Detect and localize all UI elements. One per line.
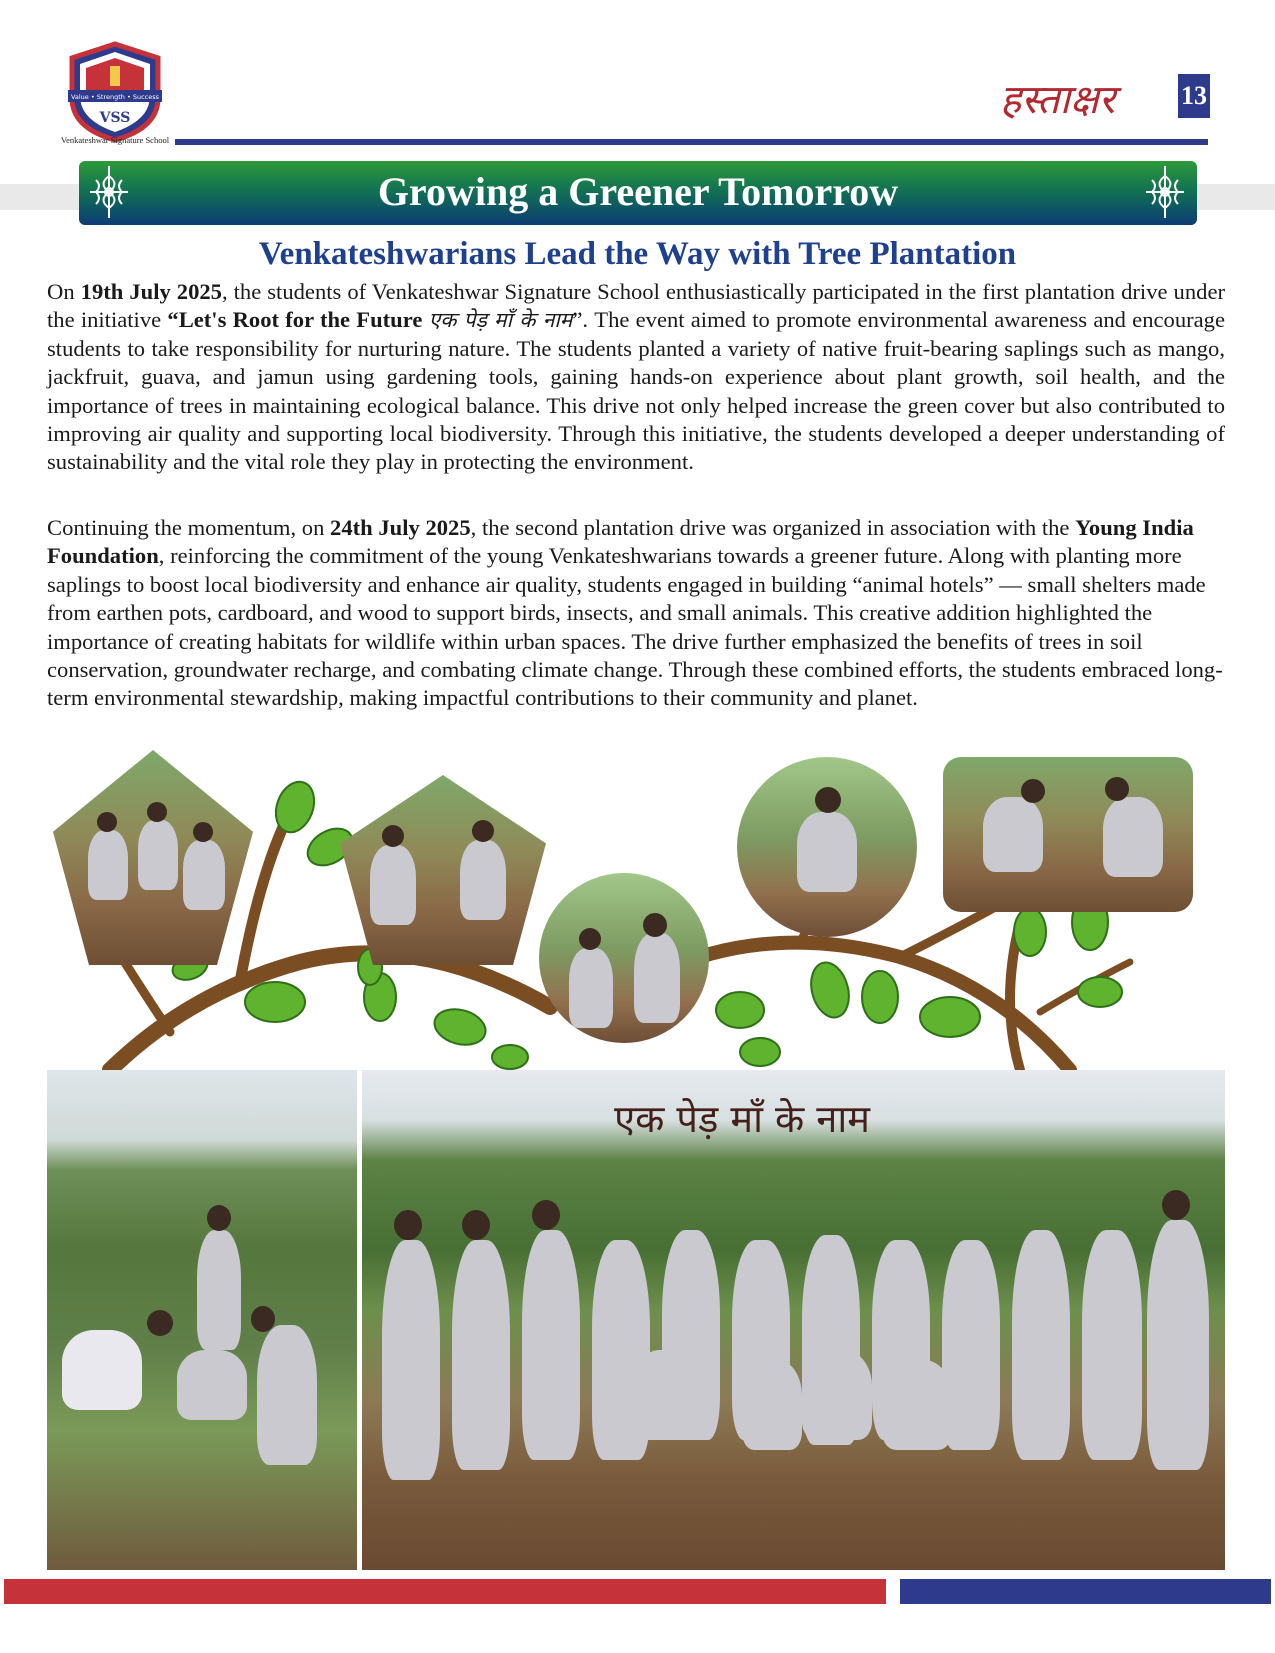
header-rule — [175, 139, 1208, 145]
organization-name: Young India Foundation — [47, 515, 1194, 569]
footer-bar-red — [4, 1579, 886, 1604]
footer-bar-blue — [900, 1579, 1271, 1604]
article-subtitle: Venkateshwarians Lead the Way with Tree Plantation — [258, 236, 1017, 272]
logo-initials: VSS — [99, 110, 131, 126]
group-photo — [362, 1070, 1225, 1570]
p2-text: Continuing the momentum, on — [47, 515, 331, 540]
plantation-photo — [943, 757, 1193, 912]
plantation-photo — [539, 873, 709, 1043]
banner-title: Growing a Greener Tomorrow — [377, 169, 899, 214]
school-logo — [60, 40, 170, 144]
photo-caption: एक पेड़ माँ के नाम — [614, 1097, 870, 1141]
page-number: 13 — [1178, 74, 1210, 118]
p1-text: , the students of Venkateshwar Signature School enthusiastically participated in the first plantation drive under the initiative — [47, 279, 1225, 333]
article-paragraph-1 — [47, 278, 1225, 477]
article-paragraph-2 — [47, 514, 1225, 713]
initiative-name: “Let's Root for the Future — [167, 307, 423, 333]
p1-date: 19th July 2025 — [80, 279, 222, 304]
p1-text: ”. The event aimed to promote environmental awareness and encourage students to take responsibility for nurturing nature. The students planted a variety of native fruit-bearing saplings such as mango, jackfruit, guava, and jamun using gardening tools, gaining hands-on experience about plant growth, soil health, and the importance of trees in maintaining ecological balance. This drive not only helped increase the green cover but also contributed to improving air quality and supporting local biodiversity. Through this initiative, the students developed a deeper understanding of sustainability and the vital role they play in protecting the environment. — [47, 307, 1226, 475]
plantation-photo — [737, 757, 917, 937]
magazine-name: हस्ताक्षर — [1000, 77, 1115, 123]
planting-group-photo — [47, 1070, 357, 1570]
logo-motto: Value • Strength • Success — [70, 93, 160, 101]
p2-date: 24th July 2025 — [330, 515, 471, 540]
school-name: Venkateshwar Signature School — [60, 135, 170, 145]
p2-text: , reinforcing the commitment of the young Venkateshwarians towards a greener future. Along with planting more saplings to boost local biodiversity and enhance air quality, students engaged in building “animal hotels” — small shelters made from earthen pots, cardboard, and wood to support birds, insects, and small animals. This creative addition highlighted the importance of creating habitats for wildlife within urban spaces. The drive further emphasized the benefits of trees in soil conservation, groundwater recharge, and combating climate change. Through these combined efforts, the students embraced long-term environmental stewardship, making impactful contributions to their community and planet. — [47, 543, 1223, 711]
p1-text: On — [47, 279, 81, 304]
p2-text: , the second plantation drive was organized in association with the — [470, 515, 1076, 540]
initiative-hindi: एक पेड़ माँ के नाम — [428, 308, 573, 333]
